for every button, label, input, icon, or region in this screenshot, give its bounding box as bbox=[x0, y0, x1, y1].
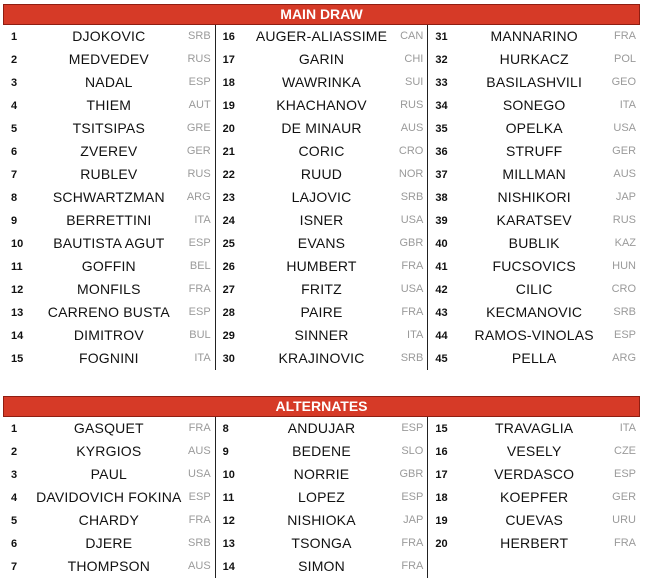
player-rank: 45 bbox=[435, 353, 448, 365]
player-rank: 12 bbox=[222, 515, 235, 527]
player-row bbox=[3, 232, 215, 255]
player-name: PAUL bbox=[90, 466, 127, 482]
player-rank: 44 bbox=[435, 330, 448, 342]
player-row bbox=[3, 25, 215, 48]
player-rank: 8 bbox=[11, 192, 18, 204]
player-name: ISNER bbox=[299, 212, 344, 228]
player-row bbox=[428, 509, 640, 532]
player-country: GER bbox=[612, 491, 637, 503]
player-country: JAP bbox=[615, 191, 637, 203]
player-row bbox=[216, 347, 428, 370]
player-country: FRA bbox=[401, 560, 424, 572]
player-name: DE MINAUR bbox=[281, 120, 362, 136]
player-rank: 20 bbox=[435, 538, 448, 550]
player-rank: 2 bbox=[11, 446, 18, 458]
player-name: THIEM bbox=[86, 97, 132, 113]
player-row bbox=[3, 186, 215, 209]
player-row bbox=[428, 140, 640, 163]
player-country: ESP bbox=[614, 329, 637, 341]
player-name: MEDVEDEV bbox=[68, 51, 149, 67]
player-name: PAIRE bbox=[300, 304, 343, 320]
player-country: SLO bbox=[401, 445, 424, 457]
player-rank: 18 bbox=[435, 492, 448, 504]
player-country: FRA bbox=[188, 514, 211, 526]
player-rank: 41 bbox=[435, 261, 448, 273]
player-name: ZVEREV bbox=[80, 143, 138, 159]
player-country: HUN bbox=[612, 260, 637, 272]
player-country: BEL bbox=[189, 260, 211, 272]
player-rank: 13 bbox=[11, 307, 24, 319]
player-row bbox=[216, 140, 428, 163]
player-row bbox=[3, 509, 215, 532]
player-row bbox=[216, 94, 428, 117]
player-rank: 22 bbox=[222, 169, 235, 181]
player-country: ESP bbox=[188, 237, 211, 249]
player-name: THOMPSON bbox=[67, 558, 151, 574]
player-rank: 7 bbox=[11, 169, 18, 181]
player-row bbox=[428, 440, 640, 463]
player-country: AUS bbox=[400, 122, 424, 134]
player-rank: 11 bbox=[222, 492, 235, 504]
player-row bbox=[3, 347, 215, 370]
player-country: ESP bbox=[188, 306, 211, 318]
player-rank: 24 bbox=[222, 215, 235, 227]
player-country: FRA bbox=[401, 260, 424, 272]
player-country: USA bbox=[613, 122, 637, 134]
player-name: NISHIKORI bbox=[497, 189, 571, 205]
player-name: KECMANOVIC bbox=[486, 304, 583, 320]
player-rank: 19 bbox=[222, 100, 235, 112]
player-rank: 9 bbox=[11, 215, 18, 227]
player-row bbox=[216, 255, 428, 278]
player-rank: 14 bbox=[222, 561, 235, 573]
player-rank: 11 bbox=[11, 261, 23, 273]
main-draw-column bbox=[215, 25, 428, 370]
player-rank: 9 bbox=[222, 446, 229, 458]
player-row bbox=[216, 163, 428, 186]
player-country: ARG bbox=[612, 352, 637, 364]
player-name: GASQUET bbox=[73, 420, 144, 436]
player-country: USA bbox=[400, 214, 424, 226]
player-rank: 27 bbox=[222, 284, 235, 296]
main-draw-column bbox=[3, 25, 215, 370]
player-rank: 26 bbox=[222, 261, 235, 273]
player-country: RUS bbox=[612, 214, 637, 226]
player-row bbox=[216, 48, 428, 71]
player-country: CRO bbox=[398, 145, 424, 157]
player-name: NADAL bbox=[84, 74, 133, 90]
player-name: MILLMAN bbox=[502, 166, 566, 182]
player-rank: 38 bbox=[435, 192, 448, 204]
player-country: URU bbox=[612, 514, 637, 526]
player-country: FRA bbox=[188, 283, 211, 295]
player-name: KOEPFER bbox=[500, 489, 569, 505]
player-name: SINNER bbox=[294, 327, 349, 343]
player-name: RUBLEV bbox=[80, 166, 138, 182]
player-rank: 29 bbox=[222, 330, 235, 342]
player-name: CILIC bbox=[515, 281, 553, 297]
alternates-columns bbox=[3, 417, 640, 578]
player-row bbox=[216, 301, 428, 324]
player-name: LOPEZ bbox=[298, 489, 345, 505]
player-country: AUS bbox=[188, 445, 211, 457]
player-row bbox=[3, 94, 215, 117]
player-name: FRITZ bbox=[301, 281, 342, 297]
player-row bbox=[3, 209, 215, 232]
player-rank: 21 bbox=[222, 146, 235, 158]
main-draw-columns bbox=[3, 25, 640, 370]
main-draw-title: MAIN DRAW bbox=[3, 4, 640, 25]
player-name: HURKACZ bbox=[499, 51, 569, 67]
player-name: DIMITROV bbox=[73, 327, 144, 343]
player-country: CZE bbox=[614, 445, 637, 457]
player-row bbox=[3, 255, 215, 278]
player-row bbox=[216, 117, 428, 140]
player-name: BAUTISTA AGUT bbox=[53, 235, 165, 251]
player-name: RUUD bbox=[300, 166, 343, 182]
player-name: SCHWARTZMAN bbox=[52, 189, 165, 205]
player-country: FRA bbox=[401, 306, 424, 318]
player-rank: 16 bbox=[222, 31, 235, 43]
player-name: KRAJINOVIC bbox=[278, 350, 365, 366]
player-rank: 14 bbox=[11, 330, 24, 342]
player-name: KHACHANOV bbox=[276, 97, 367, 113]
player-rank: 18 bbox=[222, 77, 235, 89]
player-name: VESELY bbox=[506, 443, 562, 459]
player-name: TSITSIPAS bbox=[72, 120, 145, 136]
player-row bbox=[216, 417, 428, 440]
player-row bbox=[216, 232, 428, 255]
player-row bbox=[428, 186, 640, 209]
player-rank: 13 bbox=[222, 538, 235, 550]
player-name: BEDENE bbox=[292, 443, 351, 459]
player-row bbox=[428, 25, 640, 48]
player-name: WAWRINKA bbox=[281, 74, 362, 90]
player-country: ESP bbox=[614, 468, 637, 480]
player-country: ITA bbox=[194, 214, 211, 226]
player-country: GER bbox=[612, 145, 637, 157]
player-rank: 5 bbox=[11, 123, 18, 135]
player-rank: 12 bbox=[11, 284, 24, 296]
player-row bbox=[216, 555, 428, 578]
player-name: HERBERT bbox=[500, 535, 569, 551]
player-row bbox=[216, 186, 428, 209]
player-rank: 19 bbox=[435, 515, 448, 527]
player-name: TRAVAGLIA bbox=[495, 420, 574, 436]
player-name: MANNARINO bbox=[490, 28, 578, 44]
player-rank: 32 bbox=[435, 54, 448, 66]
player-country: BUL bbox=[189, 329, 211, 341]
player-name: RAMOS-VINOLAS bbox=[474, 327, 594, 343]
player-name: SONEGO bbox=[502, 97, 566, 113]
player-rank: 33 bbox=[435, 77, 448, 89]
alternates-column bbox=[427, 417, 640, 578]
player-rank: 28 bbox=[222, 307, 235, 319]
player-row bbox=[3, 417, 215, 440]
player-rank: 8 bbox=[222, 423, 229, 435]
player-name: CUEVAS bbox=[505, 512, 564, 528]
player-name: OPELKA bbox=[505, 120, 563, 136]
player-row bbox=[428, 209, 640, 232]
player-row bbox=[428, 48, 640, 71]
player-row bbox=[216, 532, 428, 555]
player-name: DJOKOVIC bbox=[72, 28, 146, 44]
player-rank: 17 bbox=[222, 54, 235, 66]
player-country: KAZ bbox=[614, 237, 637, 249]
player-rank: 4 bbox=[11, 492, 18, 504]
player-rank: 10 bbox=[222, 469, 235, 481]
player-rank: 36 bbox=[435, 146, 448, 158]
player-row bbox=[3, 117, 215, 140]
player-row bbox=[3, 301, 215, 324]
player-country: RUS bbox=[400, 99, 424, 111]
player-rank: 15 bbox=[435, 423, 448, 435]
player-row bbox=[3, 324, 215, 347]
player-name: LAJOVIC bbox=[291, 189, 352, 205]
player-name: AUGER-ALIASSIME bbox=[255, 28, 388, 44]
player-row bbox=[428, 347, 640, 370]
player-country: ARG bbox=[186, 191, 211, 203]
player-row bbox=[428, 94, 640, 117]
player-country: ESP bbox=[401, 422, 424, 434]
player-row bbox=[3, 486, 215, 509]
player-row bbox=[428, 301, 640, 324]
player-rank: 2 bbox=[11, 54, 18, 66]
player-name: FOGNINI bbox=[78, 350, 139, 366]
player-country: GBR bbox=[399, 468, 424, 480]
player-row bbox=[3, 71, 215, 94]
player-rank: 3 bbox=[11, 77, 18, 89]
player-name: HUMBERT bbox=[286, 258, 357, 274]
player-row bbox=[428, 71, 640, 94]
player-name: DAVIDOVICH FOKINA bbox=[36, 489, 182, 505]
player-name: NISHIOKA bbox=[287, 512, 356, 528]
player-name: STRUFF bbox=[505, 143, 563, 159]
player-rank: 31 bbox=[435, 31, 448, 43]
player-row bbox=[428, 232, 640, 255]
player-rank: 25 bbox=[222, 238, 235, 250]
player-name: CORIC bbox=[298, 143, 345, 159]
player-row bbox=[216, 440, 428, 463]
player-row bbox=[216, 463, 428, 486]
player-row bbox=[216, 278, 428, 301]
player-row bbox=[216, 509, 428, 532]
player-country: USA bbox=[400, 283, 424, 295]
player-rank: 4 bbox=[11, 100, 18, 112]
player-name: TSONGA bbox=[291, 535, 352, 551]
player-row bbox=[428, 324, 640, 347]
player-row bbox=[428, 486, 640, 509]
player-rank: 43 bbox=[435, 307, 448, 319]
alternates-column bbox=[3, 417, 215, 578]
player-country: SRB bbox=[400, 191, 424, 203]
player-rank: 6 bbox=[11, 538, 18, 550]
player-name: PELLA bbox=[511, 350, 557, 366]
player-name: GARIN bbox=[298, 51, 345, 67]
player-row bbox=[428, 532, 640, 555]
player-country: ESP bbox=[188, 491, 211, 503]
player-country: ITA bbox=[619, 422, 637, 434]
player-country: NOR bbox=[398, 168, 424, 180]
player-name: KYRGIOS bbox=[76, 443, 142, 459]
player-country: JAP bbox=[403, 514, 424, 526]
player-country: GER bbox=[186, 145, 211, 157]
alternates-section bbox=[3, 396, 640, 578]
player-row bbox=[3, 163, 215, 186]
player-country: FRA bbox=[188, 422, 211, 434]
player-name: CHARDY bbox=[78, 512, 139, 528]
player-row bbox=[3, 140, 215, 163]
player-rank: 1 bbox=[11, 423, 18, 435]
player-country: USA bbox=[188, 468, 211, 480]
player-row bbox=[428, 463, 640, 486]
alternates-column bbox=[215, 417, 428, 578]
player-row bbox=[3, 278, 215, 301]
player-name: BASILASHVILI bbox=[486, 74, 583, 90]
player-rank: 10 bbox=[11, 238, 24, 250]
player-country: RUS bbox=[187, 53, 211, 65]
player-rank: 42 bbox=[435, 284, 448, 296]
player-country: AUT bbox=[188, 99, 211, 111]
main-draw-column bbox=[427, 25, 640, 370]
player-rank: 34 bbox=[435, 100, 448, 112]
player-country: GEO bbox=[611, 76, 637, 88]
player-name: KARATSEV bbox=[496, 212, 572, 228]
player-rank: 7 bbox=[11, 561, 18, 573]
player-country: ITA bbox=[619, 99, 637, 111]
player-country: ITA bbox=[194, 352, 211, 364]
player-rank: 39 bbox=[435, 215, 448, 227]
player-name: CARRENO BUSTA bbox=[47, 304, 170, 320]
player-rank: 1 bbox=[11, 31, 18, 43]
player-row bbox=[428, 163, 640, 186]
player-row bbox=[3, 440, 215, 463]
player-row bbox=[216, 25, 428, 48]
player-country: GRE bbox=[186, 122, 211, 134]
player-country: FRA bbox=[401, 537, 424, 549]
player-country: SRB bbox=[613, 306, 637, 318]
player-country: RUS bbox=[187, 168, 211, 180]
player-country: SRB bbox=[188, 537, 211, 549]
player-row bbox=[3, 463, 215, 486]
main-draw-section bbox=[3, 4, 640, 370]
player-country: CRO bbox=[611, 283, 637, 295]
player-rank: 23 bbox=[222, 192, 235, 204]
player-rank: 20 bbox=[222, 123, 235, 135]
player-rank: 3 bbox=[11, 469, 18, 481]
player-rank: 17 bbox=[435, 469, 448, 481]
player-country: CAN bbox=[400, 30, 424, 42]
player-name: SIMON bbox=[298, 558, 345, 574]
player-country: SRB bbox=[400, 352, 424, 364]
player-name: ANDUJAR bbox=[287, 420, 356, 436]
player-name: GOFFIN bbox=[81, 258, 136, 274]
player-country: AUS bbox=[613, 168, 637, 180]
player-name: NORRIE bbox=[293, 466, 350, 482]
player-country: ESP bbox=[188, 76, 211, 88]
player-name: DJERE bbox=[85, 535, 133, 551]
player-rank: 5 bbox=[11, 515, 18, 527]
player-country: SRB bbox=[188, 30, 211, 42]
player-row bbox=[3, 532, 215, 555]
player-name: FUCSOVICS bbox=[492, 258, 576, 274]
player-row bbox=[216, 71, 428, 94]
player-country: POL bbox=[614, 53, 637, 65]
alternates-title: ALTERNATES bbox=[3, 396, 640, 417]
player-row bbox=[216, 486, 428, 509]
player-name: BERRETTINI bbox=[66, 212, 152, 228]
player-name: EVANS bbox=[297, 235, 346, 251]
player-name: MONFILS bbox=[77, 281, 141, 297]
player-row bbox=[428, 278, 640, 301]
player-country: AUS bbox=[188, 560, 211, 572]
player-country: ITA bbox=[407, 329, 424, 341]
player-country: ESP bbox=[401, 491, 424, 503]
player-row bbox=[428, 417, 640, 440]
player-rank: 35 bbox=[435, 123, 448, 135]
player-name: VERDASCO bbox=[494, 466, 575, 482]
player-country: CHI bbox=[404, 53, 424, 65]
player-rank: 6 bbox=[11, 146, 18, 158]
player-row bbox=[216, 209, 428, 232]
player-country: FRA bbox=[614, 30, 637, 42]
player-name: BUBLIK bbox=[508, 235, 560, 251]
player-rank: 15 bbox=[11, 353, 24, 365]
player-rank: 16 bbox=[435, 446, 448, 458]
player-country: SUI bbox=[405, 76, 424, 88]
player-row bbox=[3, 48, 215, 71]
player-country: FRA bbox=[614, 537, 637, 549]
player-rank: 30 bbox=[222, 353, 235, 365]
player-row bbox=[3, 555, 215, 578]
player-row bbox=[216, 324, 428, 347]
player-row bbox=[428, 117, 640, 140]
player-country: GBR bbox=[399, 237, 424, 249]
player-row bbox=[428, 255, 640, 278]
player-rank: 37 bbox=[435, 169, 448, 181]
player-rank: 40 bbox=[435, 238, 448, 250]
